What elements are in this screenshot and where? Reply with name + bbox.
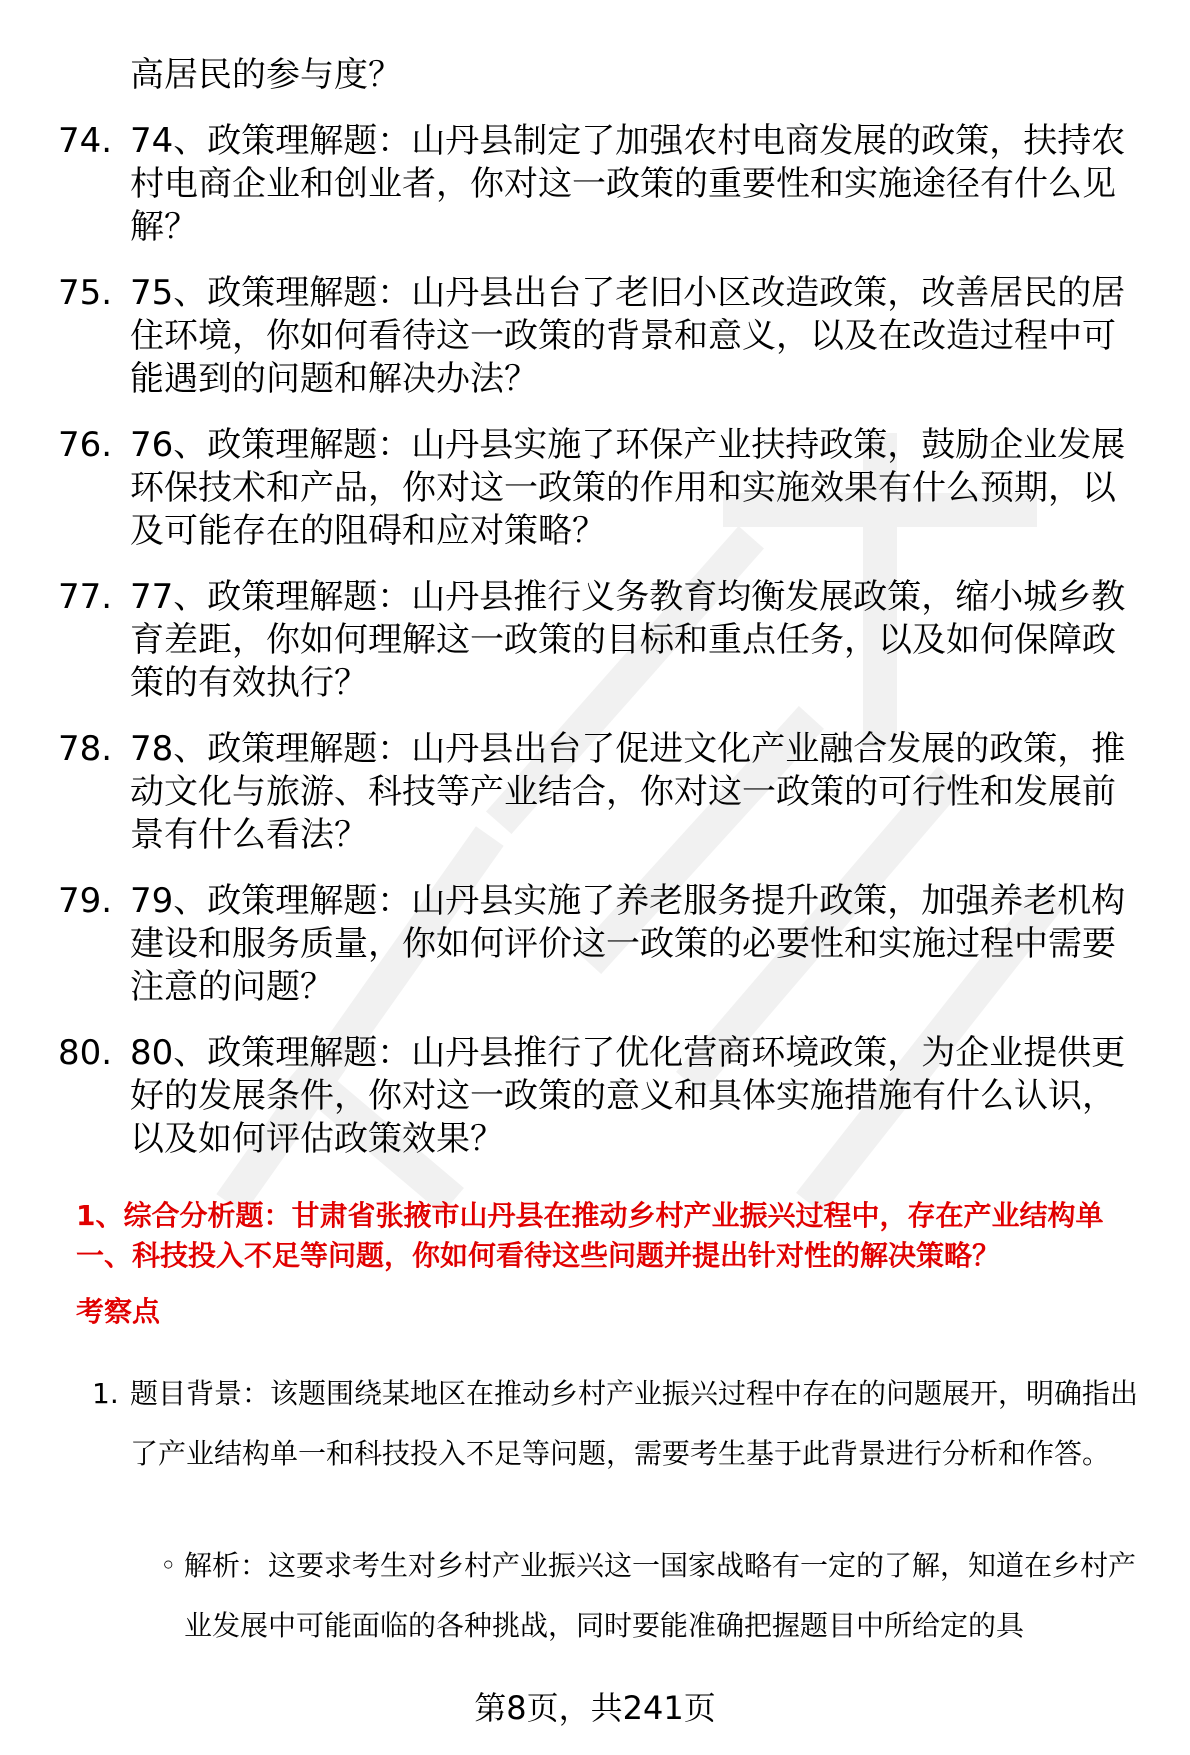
- question-item: [0, 424, 1190, 553]
- question-item: [0, 1032, 1190, 1161]
- question-number: 79.: [58, 881, 113, 921]
- question-number: 74.: [58, 121, 113, 161]
- sub-point-text: 解析：这要求考生对乡村产业振兴这一国家战略有一定的了解，知道在乡村产业发展中可能面临的各种挑战，同时要能准确把握题目中所给定的具: [184, 1549, 1137, 1642]
- question-item: [0, 120, 1190, 249]
- question-list: [0, 120, 1190, 1184]
- examination-point: [92, 1364, 1152, 1484]
- question-item: [0, 272, 1190, 401]
- question-item: [0, 576, 1190, 705]
- question-item: [0, 728, 1190, 857]
- section-label-examination-points: 考察点: [76, 1295, 161, 1328]
- question-number: 77.: [58, 577, 113, 617]
- page-footer: 第8页，共241页: [474, 1689, 716, 1727]
- point-text: 题目背景：该题围绕某地区在推动乡村产业振兴过程中存在的问题展开，明确指出了产业结构单一和科技投入不足等问题，需要考生基于此背景进行分析和作答。: [130, 1377, 1139, 1470]
- sub-point: [160, 1536, 1156, 1656]
- question-number: 75.: [58, 273, 113, 313]
- question-text: 74、政策理解题：山丹县制定了加强农村电商发展的政策，扶持农村电商企业和创业者，你对这一政策的重要性和实施途径有什么见解？: [130, 121, 1126, 247]
- question-number: 78.: [58, 729, 113, 769]
- question-text: 76、政策理解题：山丹县实施了环保产业扶持政策，鼓励企业发展环保技术和产品，你对这一政策的作用和实施效果有什么预期，以及可能存在的阻碍和应对策略？: [130, 425, 1126, 551]
- analysis-question-title: 1、综合分析题：甘肃省张掖市山丹县在推动乡村产业振兴过程中，存在产业结构单一、科技投入不足等问题，你如何看待这些问题并提出针对性的解决策略？: [76, 1199, 1104, 1272]
- question-number: 76.: [58, 425, 113, 465]
- question-number: 80.: [58, 1033, 113, 1073]
- question-text: 79、政策理解题：山丹县实施了养老服务提升政策，加强养老机构建设和服务质量，你如何评价这一政策的必要性和实施过程中需要注意的问题？: [130, 881, 1126, 1007]
- question-item: [0, 880, 1190, 1009]
- question-text: 78、政策理解题：山丹县出台了促进文化产业融合发展的政策，推动文化与旅游、科技等产业结合，你对这一政策的可行性和发展前景有什么看法？: [130, 729, 1126, 855]
- question-text: 77、政策理解题：山丹县推行义务教育均衡发展政策，缩小城乡教育差距，你如何理解这一政策的目标和重点任务，以及如何保障政策的有效执行？: [130, 577, 1126, 703]
- point-number: 1.: [92, 1377, 119, 1410]
- question-text: 75、政策理解题：山丹县出台了老旧小区改造政策，改善居民的居住环境，你如何看待这一政策的背景和意义，以及在改造过程中可能遇到的问题和解决办法？: [130, 273, 1126, 399]
- question-text: 80、政策理解题：山丹县推行了优化营商环境政策，为企业提供更好的发展条件，你对这一政策的意义和具体实施措施有什么认识，以及如何评估政策效果？: [130, 1033, 1126, 1159]
- continuation-text: 高居民的参与度？: [130, 55, 402, 95]
- circle-bullet-icon: ◦: [160, 1549, 177, 1582]
